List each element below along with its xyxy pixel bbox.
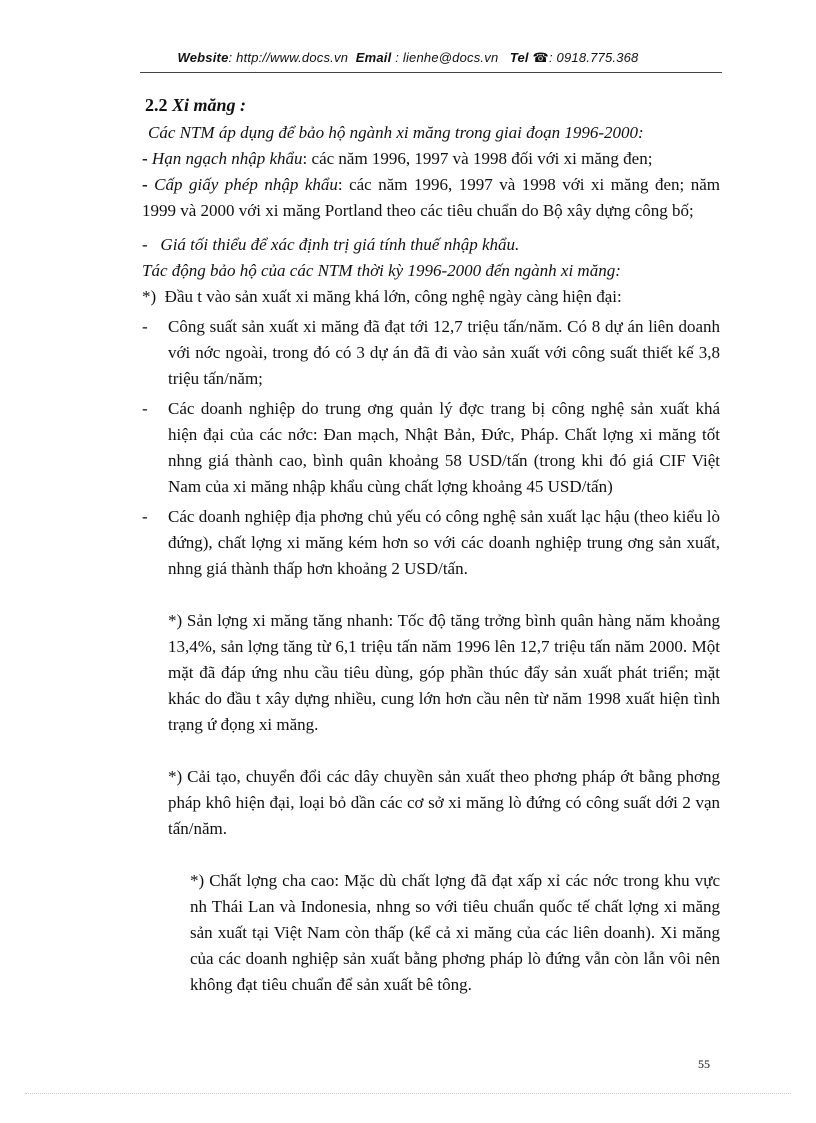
- page-number: 55: [698, 1057, 710, 1071]
- page-header: [0, 50, 816, 66]
- intro-line: Các NTM áp dụng để bảo hộ ngành xi măng trong giai đoạn 1996-2000:: [148, 123, 644, 142]
- sub-item: - Các doanh nghiệp địa phơng chủ yếu có công nghệ sản xuất lạc hậu (theo kiểu lò đứng), chất lợng xi măng kém hơn so với các doanh nghiệp trung ơng sản xuất, nhng giá thành thấp hơn khoảng 2 USD/tấn.: [142, 507, 720, 578]
- tel-label: Tel: [509, 50, 529, 65]
- footer-rule: [25, 1093, 791, 1094]
- point-2: *) Sản lợng xi măng tăng nhanh: Tốc độ tăng trởng bình quân hàng năm khoảng 13,4%, sản lợng tăng từ 6,1 triệu tấn năm 1996 lên 12,7 triệu tấn năm 2000. Một mặt đã đáp ứng nhu cầu tiêu dùng, góp phần thúc đẩy sản xuất phát triển; mặt khác do đầu t xây dựng nhiều, cung lớn hơn cầu nên từ năm 1998 xuất hiện tình trạng ứ đọng xi măng.: [168, 611, 720, 734]
- email-label: Email: [355, 50, 392, 65]
- sub-item: - Các doanh nghiệp do trung ơng quản lý đợc trang bị công nghệ sản xuất khá hiện đại của các nớc: Đan mạch, Nhật Bản, Đức, Pháp. Chất lợng xi măng tốt nhng giá thành cao, bình quân khoảng 58 USD/tấn (trong khi đó giá CIF Việt Nam của xi măng nhập khẩu cùng chất lợng khoảng 45 USD/tấn): [142, 399, 720, 496]
- website-value: : http://www.docs.vn: [228, 50, 349, 65]
- email-value: : lienhe@docs.vn: [395, 50, 499, 65]
- tel-value: : 0918.775.368: [548, 50, 639, 65]
- impact-title: Tác động bảo hộ của các NTM thời kỳ 1996-2000 đến ngành xi măng:: [142, 261, 621, 280]
- header-rule: [140, 72, 722, 73]
- point-1: *) Đầu t vào sản xuất xi măng khá lớn, công nghệ ngày càng hiện đại:: [142, 287, 622, 306]
- sub-item: - Công suất sản xuất xi măng đã đạt tới 12,7 triệu tấn/năm. Có 8 dự án liên doanh với nớc ngoài, trong đó có 3 dự án đã đi vào sản xuất với công suất thiết kế 3,8 triệu tấn/năm;: [142, 317, 720, 388]
- section-heading: [145, 92, 720, 118]
- website-label: Website: [177, 50, 229, 65]
- document-body: [142, 92, 720, 998]
- point-4: *) Chất lợng cha cao: Mặc dù chất lợng đã đạt xấp xỉ các nớc trong khu vực nh Thái Lan và Indonesia, nhng so với tiêu chuẩn quốc tế chất lợng xi măng sản xuất tại Việt Nam còn thấp (kể cả xi măng của các liên doanh). Xi măng của các doanh nghiệp sản xuất bằng phơng pháp lò đứng vẫn còn lẫn vôi nên không đạt tiêu chuẩn để sản xuất bê tông.: [190, 871, 720, 994]
- point-3: *) Cải tạo, chuyển đổi các dây chuyền sản xuất theo phơng pháp ớt bằng phơng pháp khô hiện đại, loại bỏ dần các cơ sở xi măng lò đứng có công suất dới 2 vạn tấn/năm.: [168, 767, 720, 838]
- measure-item: - Cấp giấy phép nhập khẩu: các năm 1996, 1997 và 1998 với xi măng đen; năm 1999 và 2000 với xi măng Portland theo các tiêu chuẩn do Bộ xây dựng công bố;: [142, 175, 720, 220]
- phone-icon: ☎: [532, 50, 549, 65]
- section-number: 2.2: [145, 95, 168, 115]
- measure-item: - Hạn ngạch nhập khẩu: các năm 1996, 1997 và 1998 đối với xi măng đen;: [142, 149, 653, 168]
- measure-item: - Giá tối thiểu để xác định trị giá tính thuế nhập khẩu.: [142, 235, 520, 254]
- section-title: Xi măng :: [172, 95, 247, 115]
